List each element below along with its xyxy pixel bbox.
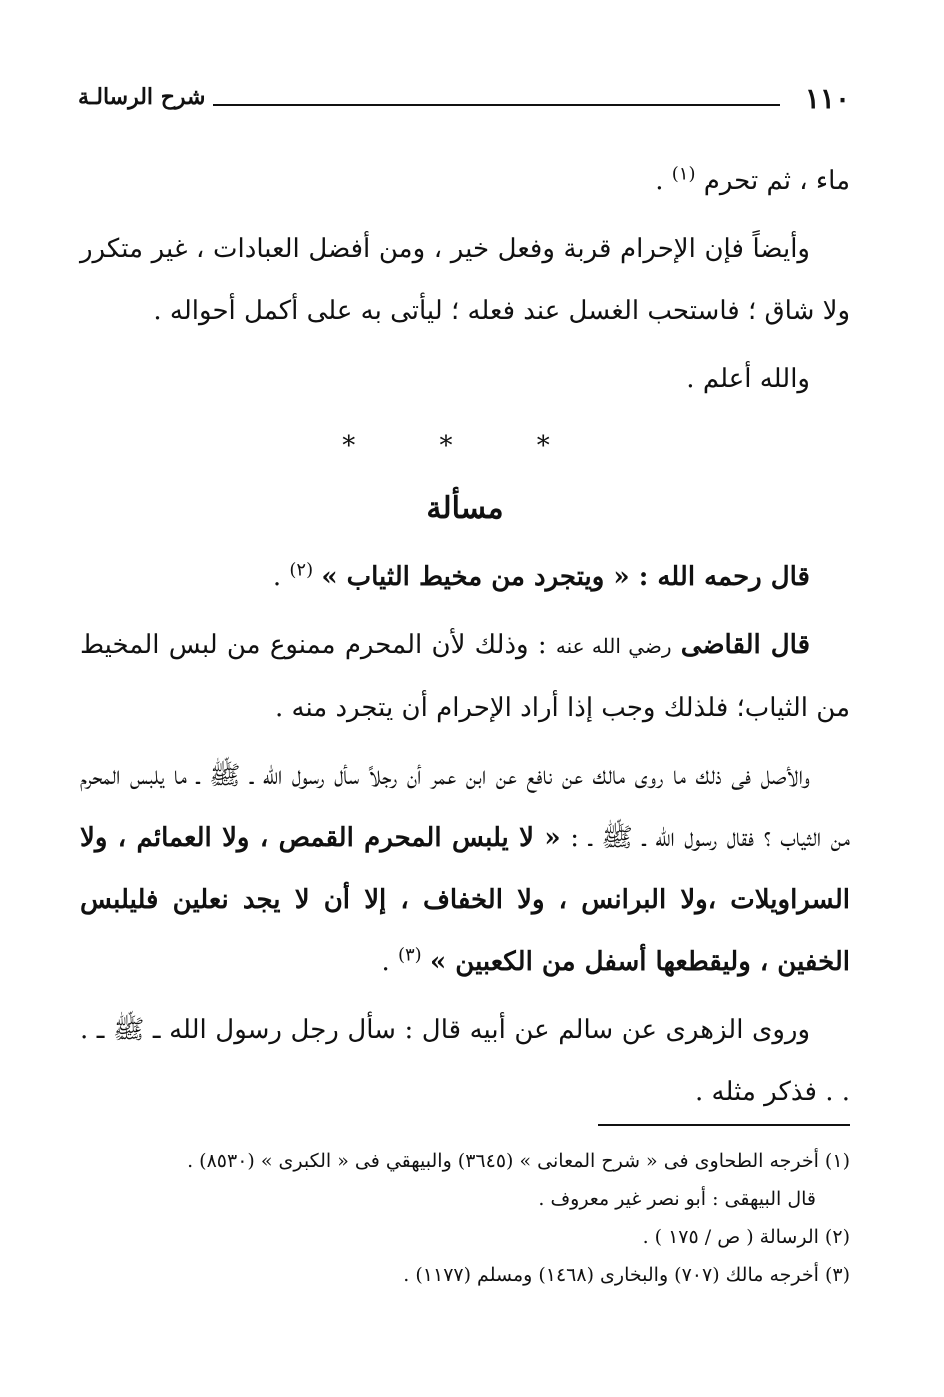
hadith-paragraph (80, 745, 850, 993)
section-title: مسألة (426, 491, 504, 526)
footnote-1-note: قال البيهقى : أبو نصر غير معروف . (538, 1188, 816, 1210)
paragraph-end: . (381, 947, 390, 977)
paragraph: وأيضاً فإن الإحرام قربة وفعل خير ، ومن أفضل العبادات ، غير متكرر ولا شاق ؛ فاستحب الغسل عند فعله ؛ ليأتى به على أكمل أحواله . (80, 234, 850, 326)
paragraph-text: ماء ، ثم تحرم (703, 166, 850, 196)
section-separator: * * * (342, 431, 588, 461)
footnote-divider (598, 1124, 850, 1126)
paragraph-continuation (80, 150, 850, 212)
main-text (80, 150, 850, 1129)
page-number: ١١٠ (804, 82, 850, 115)
paragraph: وروى الزهرى عن سالم عن أبيه قال : سأل رجل رسول الله ـ ﷺ ـ . . . فذكر مثله . (80, 1015, 850, 1107)
paragraph-end: . (655, 166, 664, 196)
commentary-text: : وذلك لأن المحرم ممنوع من لبس المخيط من الثياب؛ فلذلك وجب إذا أراد الإحرام أن يتجرد منه . (80, 630, 850, 723)
footnote-ref: (١) (671, 163, 696, 185)
footnote-ref: (٢) (289, 559, 314, 581)
page-header (78, 82, 850, 126)
footnote-ref: (٣) (397, 944, 422, 966)
paragraph-end: . (272, 562, 282, 592)
hadith-text: « لا يلبس المحرم القمص ، ولا العمائم ، ولا السراويلات ،ولا البرانس ، ولا الخفاف ، إلا أن لا يجد نعلين فليلبس الخفين ، وليقطعها أسفل من الكعبين » (80, 823, 850, 977)
quoted-text (80, 546, 850, 608)
commentator-name: قال القاضى (680, 630, 811, 660)
footnote-2: (٢) الرسالة ( ص / ١٧٥ ) . (642, 1226, 850, 1248)
closing-phrase: والله أعلم . (686, 364, 810, 394)
footnotes (130, 1142, 850, 1294)
commentary-paragraph (80, 614, 850, 739)
hadith-intro: والأصل فى ذلك ما روى مالك عن نافع عن ابن عمر أن رجلاً سأل رسول الله ـ ﷺ ـ ما يلبس المحرم من الثياب ؟ فقال رسول الله ـ ﷺ ـ : (80, 761, 850, 853)
footnote-1: (١) أخرجه الطحاوى فى « شرح المعانى » (٣٦٤٥) والبيهقي فى « الكبرى » (٨٥٣٠) . (187, 1150, 850, 1172)
running-title: شرح الرسالـة (78, 84, 206, 110)
quoted-text-body: قال رحمه الله : « ويتجرد من مخيط الثياب » (321, 562, 810, 592)
footnote-3: (٣) أخرجه مالك (٧٠٧) والبخارى (١٤٦٨) ومسلم (١١٧٧) . (403, 1264, 850, 1286)
honorific-glyph: رضي الله عنه (555, 634, 672, 658)
header-divider (213, 104, 780, 106)
